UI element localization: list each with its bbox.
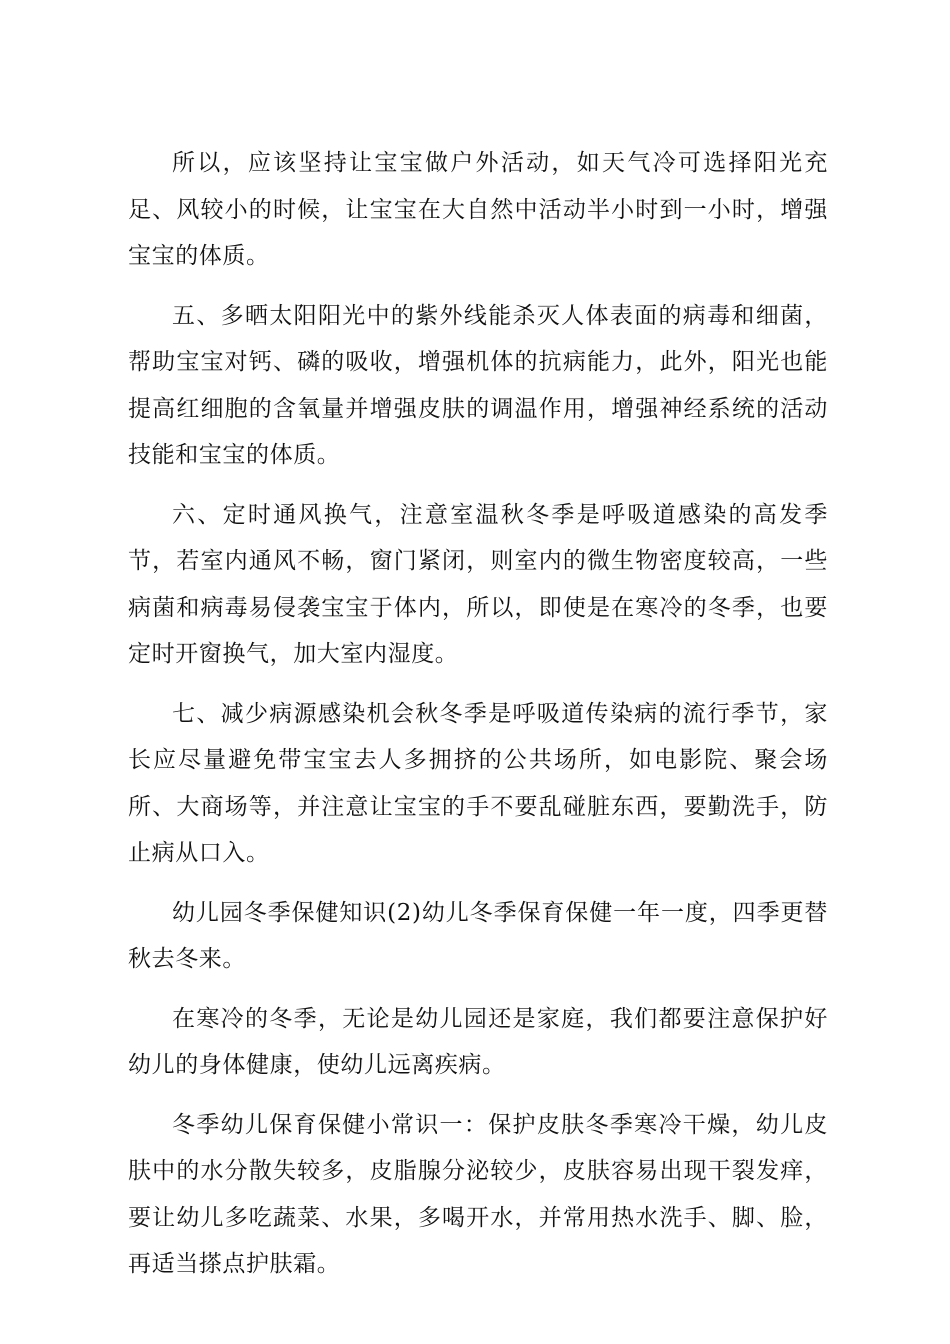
paragraph-winter-health-intro: 幼儿园冬季保健知识(2)幼儿冬季保育保健一年一度，四季更替秋去冬来。 bbox=[128, 899, 828, 972]
paragraph-skin-protection: 冬季幼儿保育保健小常识一：保护皮肤冬季寒冷干燥，幼儿皮肤中的水分散失较多，皮脂腺分泌较少，皮肤容易出现干裂发痒，要让幼儿多吃蔬菜、水果，多喝开水，并常用热水洗手、脚、脸，再适当搽点护肤霜。 bbox=[128, 1111, 828, 1277]
paragraph-sunbathing: 五、多晒太阳阳光中的紫外线能杀灭人体表面的病毒和细菌，帮助宝宝对钙、磷的吸收，增强机体的抗病能力，此外，阳光也能提高红细胞的含氧量并增强皮肤的调温作用，增强神经系统的活动技能和宝宝的体质。 bbox=[128, 302, 828, 468]
paragraph-ventilation: 六、定时通风换气，注意室温秋冬季是呼吸道感染的高发季节，若室内通风不畅，窗门紧闭，则室内的微生物密度较高，一些病菌和病毒易侵袭宝宝于体内，所以，即使是在寒冷的冬季，也要定时开窗换气，加大室内湿度。 bbox=[128, 501, 828, 667]
paragraph-outdoor-activity: 所以，应该坚持让宝宝做户外活动，如天气冷可选择阳光充足、风较小的时候，让宝宝在大自然中活动半小时到一小时，增强宝宝的体质。 bbox=[128, 150, 828, 269]
paragraph-cold-winter: 在寒冷的冬季，无论是幼儿园还是家庭，我们都要注意保护好幼儿的身体健康，使幼儿远离疾病。 bbox=[128, 1005, 828, 1078]
paragraph-reduce-infection: 七、减少病源感染机会秋冬季是呼吸道传染病的流行季节，家长应尽量避免带宝宝去人多拥挤的公共场所，如电影院、聚会场所、大商场等，并注意让宝宝的手不要乱碰脏东西，要勤洗手，防止病从口入。 bbox=[128, 700, 828, 866]
document-body bbox=[128, 140, 828, 1301]
